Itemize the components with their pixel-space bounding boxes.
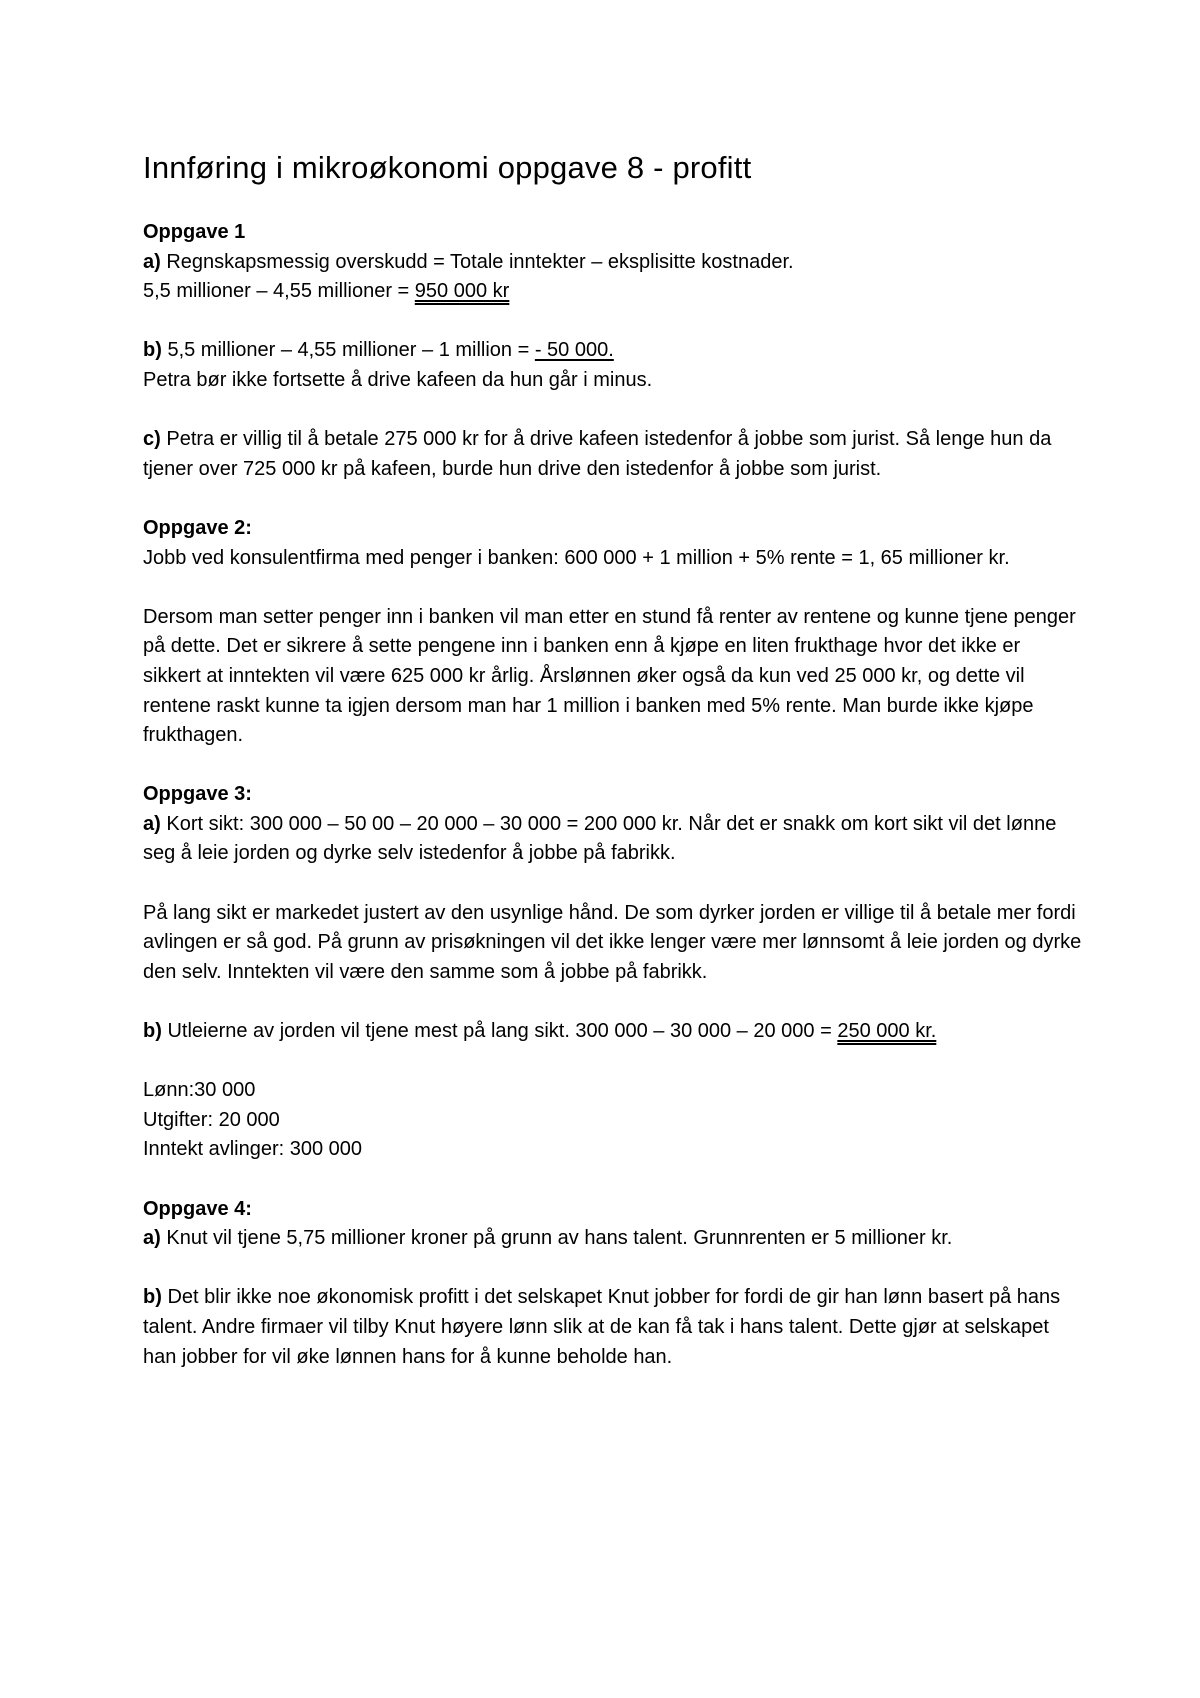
task-2-paragraph-2: Dersom man setter penger inn i banken vil man etter en stund få renter av rentene og kunne tjene penger på dette. Det er sikrere å sette pengene inn i banken enn å kjøpe en liten frukthage hvor det ikke er sikkert at inntekten vil være 625 000 kr årlig. Årslønnen øker også da kun ved 25 000 kr, og dette vil rentene raskt kunne ta igjen dersom man har 1 million i banken med 5% rente. Man burde ikke kjøpe frukthagen. bbox=[143, 605, 1076, 747]
task-1a-calculation bbox=[143, 277, 1083, 307]
task-4-heading: Oppgave 4: bbox=[143, 1197, 252, 1220]
task-3a-label: a) bbox=[143, 812, 161, 835]
document-body bbox=[143, 218, 1083, 1372]
task-4b-label: b) bbox=[143, 1286, 162, 1309]
list-item: Inntekt avlinger: 300 000 bbox=[143, 1138, 363, 1161]
task-3b-label: b) bbox=[143, 1020, 162, 1043]
document-title: Innføring i mikroøkonomi oppgave 8 - profitt bbox=[143, 150, 752, 185]
task-1c-text: Petra er villig til å betale 275 000 kr for å drive kafeen istedenfor å jobbe som jurist. Så lenge hun da tjener over 725 000 kr på kafeen, burde hun drive den istedenfor å jobbe som jurist. bbox=[143, 428, 1052, 480]
task-1-heading: Oppgave 1 bbox=[143, 221, 246, 243]
task-4-section bbox=[143, 1195, 1083, 1373]
task-1a-calc-prefix: 5,5 millioner – 4,55 millioner = bbox=[143, 280, 415, 303]
task-1b-label: b) bbox=[143, 339, 162, 362]
task-1c-label: c) bbox=[143, 428, 161, 451]
task-3-paragraph-2: På lang sikt er markedet justert av den usynlige hånd. De som dyrker jorden er villige til å betale mer fordi avlingen er så god. På grunn av prisøkningen vil det ikke lenger være mer lønnsomt å leie jorden og dyrke den selv. Inntekten vil være den samme som å jobbe på fabrikk. bbox=[143, 901, 1082, 983]
task-2-heading: Oppgave 2: bbox=[143, 516, 252, 539]
task-2-section bbox=[143, 514, 1083, 751]
task-3a-text: Kort sikt: 300 000 – 50 00 – 20 000 – 30 000 = 200 000 kr. Når det er snakk om kort sikt vil det lønne seg å leie jorden og dyrke selv istedenfor å jobbe på fabrikk. bbox=[143, 812, 1057, 865]
task-1a-text: Regnskapsmessig overskudd = Totale inntekter – eksplisitte kostnader. bbox=[160, 250, 794, 273]
task-3-heading: Oppgave 3: bbox=[143, 783, 252, 806]
list-item: Lønn:30 000 bbox=[143, 1079, 256, 1102]
task-1a-result: 950 000 kr bbox=[414, 280, 510, 303]
task-1b-result: - 50 000. bbox=[534, 339, 614, 362]
list-item: Utgifter: 20 000 bbox=[143, 1108, 280, 1131]
task-2-paragraph-1: Jobb ved konsulentfirma med penger i banken: 600 000 + 1 million + 5% rente = 1, 65 millioner kr. bbox=[143, 546, 1010, 569]
task-1-section bbox=[143, 218, 1083, 484]
task-4b-paragraph bbox=[143, 1283, 1083, 1372]
task-1b-text: Petra bør ikke fortsette å drive kafeen da hun går i minus. bbox=[143, 368, 653, 391]
task-4a-paragraph bbox=[143, 1224, 1083, 1254]
task-3b-result: 250 000 kr. bbox=[837, 1020, 937, 1043]
task-3a-paragraph bbox=[143, 810, 1083, 869]
task-1c-paragraph bbox=[143, 425, 1083, 484]
task-4b-text: Det blir ikke noe økonomisk profitt i det selskapet Knut jobber for fordi de gir han lønn basert på hans talent. Andre firmaer vil tilby Knut høyere lønn slik at de kan få tak i hans talent. Dette gjør at selskapet han jobber for vil øke lønnen hans for å kunne beholde han. bbox=[143, 1286, 1061, 1368]
task-3b-text: Utleierne av jorden vil tjene mest på lang sikt. 300 000 – 30 000 – 20 000 = bbox=[161, 1020, 838, 1043]
task-1b-calc-prefix: 5,5 millioner – 4,55 millioner – 1 million = bbox=[161, 339, 535, 362]
task-1a-label: a) bbox=[143, 250, 161, 273]
task-4a-label: a) bbox=[143, 1227, 161, 1250]
task-3-section bbox=[143, 780, 1083, 1165]
task-1a-paragraph bbox=[143, 248, 1083, 278]
task-3b-paragraph bbox=[143, 1017, 1083, 1047]
task-1b-paragraph bbox=[143, 336, 1083, 366]
task-4a-text: Knut vil tjene 5,75 millioner kroner på grunn av hans talent. Grunnrenten er 5 millioner kr. bbox=[160, 1227, 953, 1250]
